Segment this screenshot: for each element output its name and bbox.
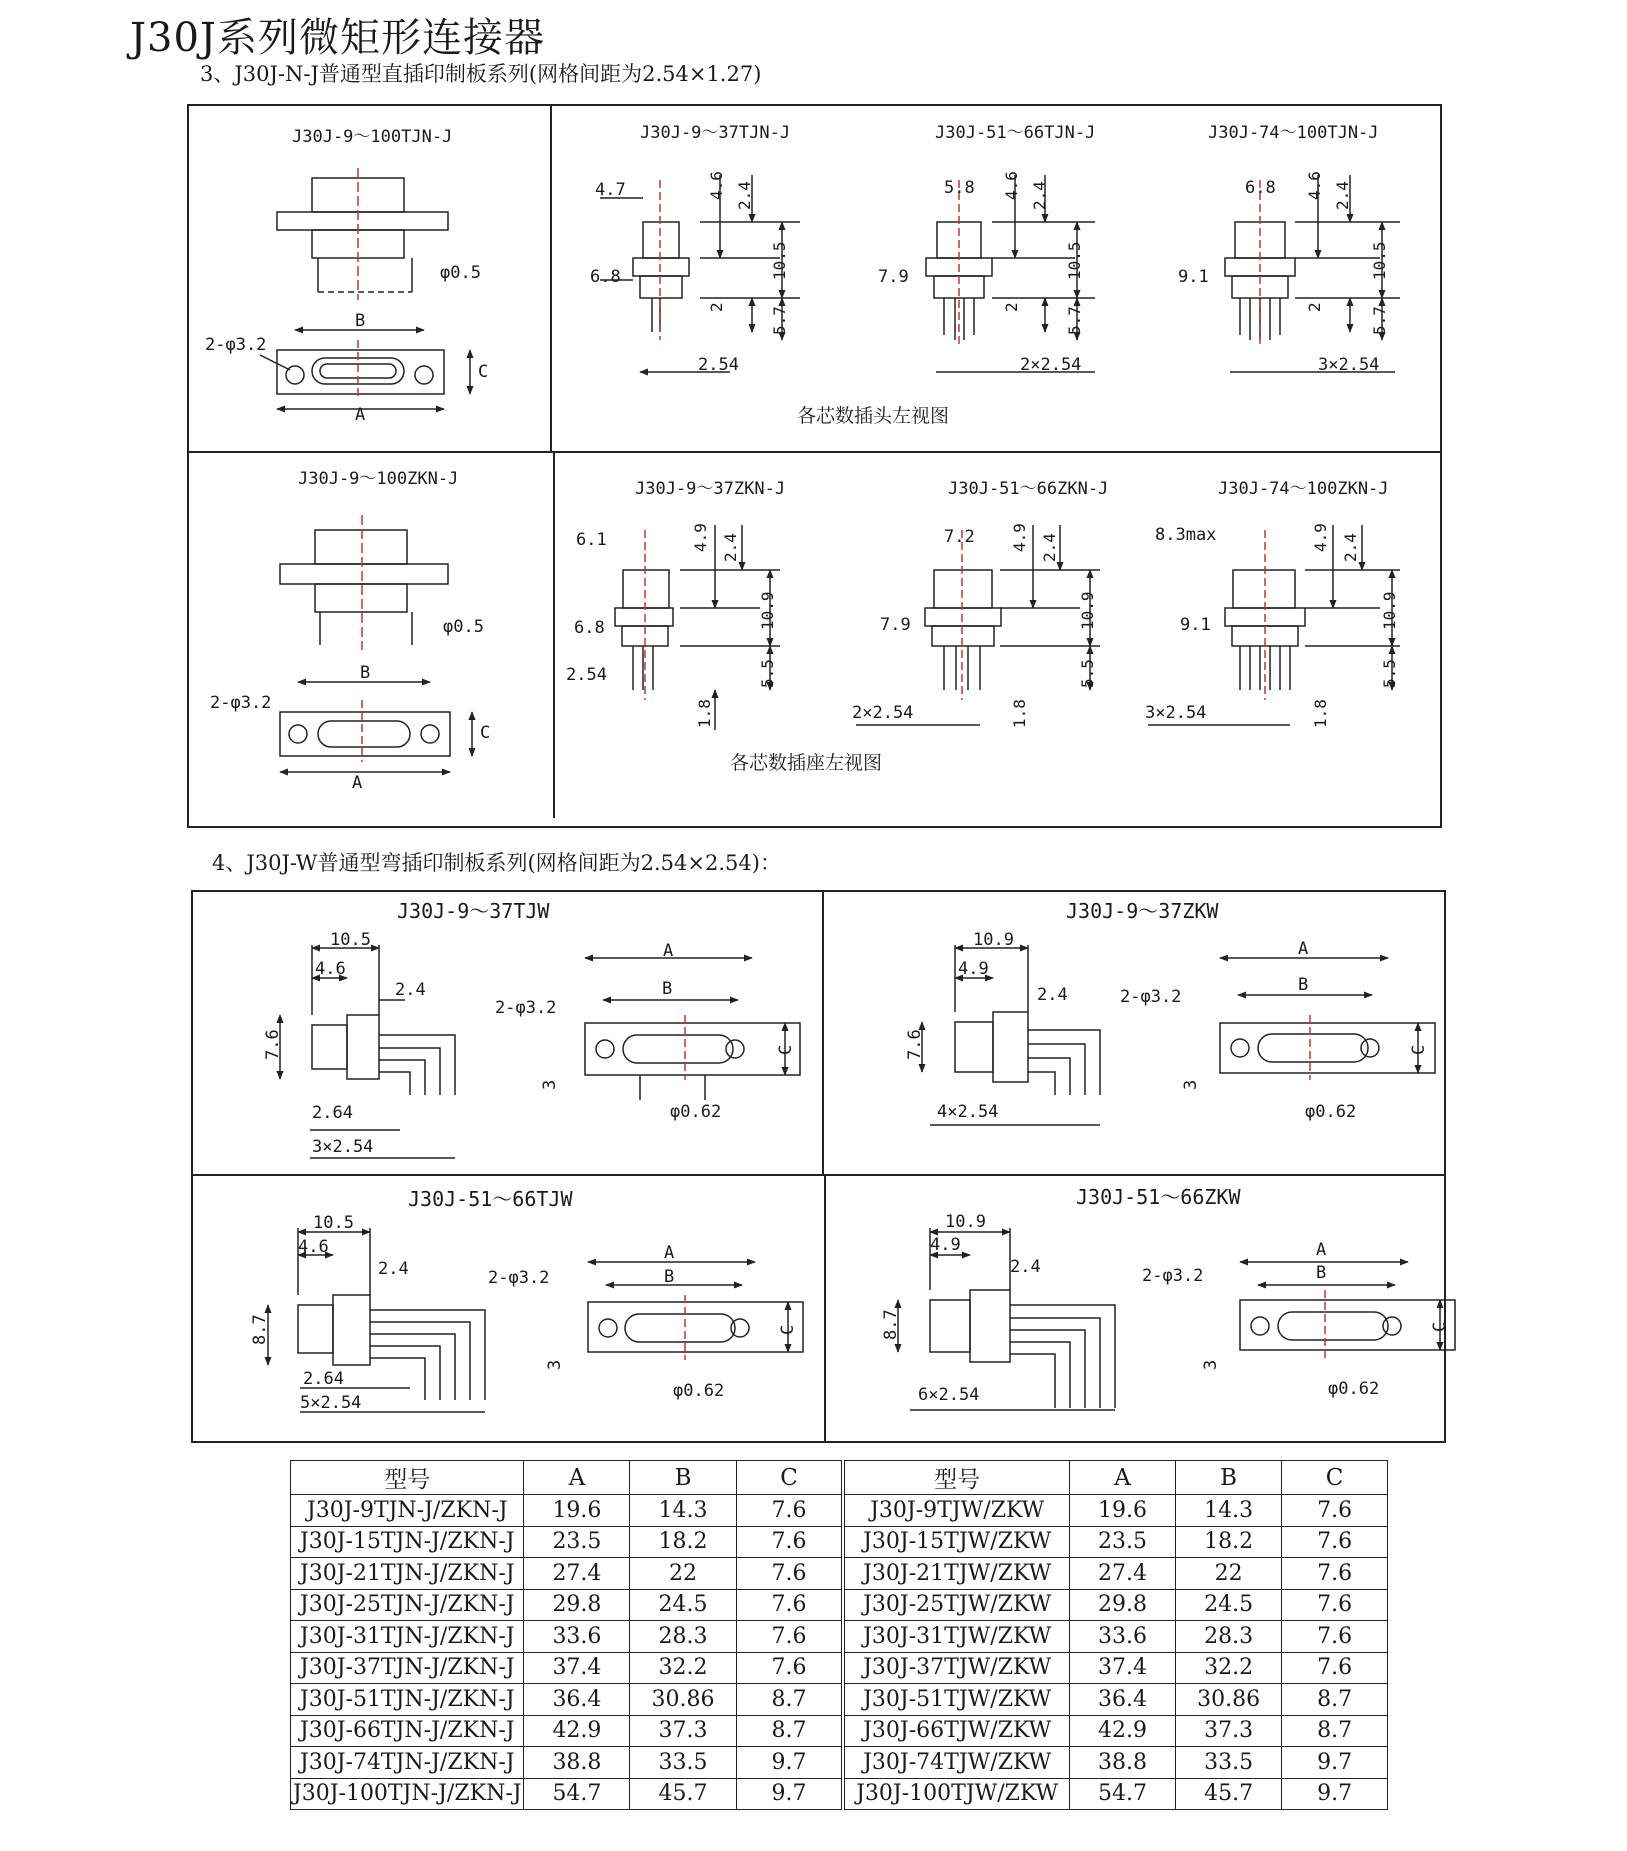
model-cell: J30J-9TJW/ZKW (843, 1495, 1069, 1527)
value-cell: 29.8 (1070, 1589, 1176, 1621)
p2-s: 3 (1181, 1079, 1201, 1090)
p1-dc: 2.4 (395, 980, 426, 1000)
value-cell: 8.7 (736, 1715, 843, 1747)
value-cell: 7.6 (1282, 1621, 1388, 1653)
zkn-side-1-wmid: 6.8 (574, 618, 605, 638)
tjn-s2-d2: 2.4 (1030, 181, 1049, 210)
p4-pitch: 6×2.54 (918, 1385, 980, 1405)
zkn-side-1-title: J30J-9～37ZKN-J (635, 479, 786, 499)
table-row (291, 1589, 1388, 1621)
zkn-side-3-wmid: 9.1 (1180, 615, 1211, 635)
p3-A: A (664, 1243, 675, 1263)
tjn-s1-d5: 5.7 (770, 306, 789, 335)
value-cell: 28.3 (630, 1621, 736, 1653)
value-cell: 36.4 (1070, 1684, 1176, 1716)
value-cell: 18.2 (630, 1526, 736, 1558)
value-cell: 37.4 (524, 1652, 630, 1684)
zkn-s1-d5: 5.5 (758, 659, 777, 688)
p1-A: A (663, 941, 674, 961)
col-C-2: C (1282, 1461, 1388, 1495)
zkn-C-label: C (480, 723, 491, 743)
value-cell: 7.6 (736, 1558, 843, 1590)
p2-hole: 2-φ3.2 (1120, 987, 1182, 1007)
p3-pin: φ0.62 (673, 1381, 725, 1401)
p3-s: 3 (545, 1359, 565, 1370)
tjn-side-1-wmid: 6.8 (590, 267, 621, 287)
tjn-s3-d5: 5.7 (1370, 306, 1389, 335)
p4-s: 3 (1201, 1359, 1221, 1370)
tjn-side-2-pitch: 2×2.54 (1020, 355, 1082, 375)
tjn-side-1-wtop: 4.7 (595, 180, 626, 200)
zkn-s3-d3: 10.9 (1380, 591, 1399, 630)
dimension-table (290, 1460, 1388, 1810)
value-cell: 24.5 (1175, 1589, 1281, 1621)
value-cell: 23.5 (524, 1526, 630, 1558)
p4-h: 8.7 (881, 1309, 901, 1340)
zkn-side-2-wmid: 7.9 (880, 615, 911, 635)
zkn-s2-d2: 2.4 (1040, 533, 1059, 562)
table-row (291, 1558, 1388, 1590)
value-cell: 33.5 (630, 1747, 736, 1779)
p1-pitch: 3×2.54 (312, 1137, 374, 1157)
s4-panel1-title: J30J-9～37TJW (397, 899, 550, 923)
tjn-s3-d2: 2.4 (1333, 181, 1352, 210)
section4-heading: 4、J30J-W普通型弯插印制板系列(网格间距为2.54×2.54)： (212, 851, 781, 875)
value-cell: 7.6 (736, 1589, 843, 1621)
value-cell: 27.4 (1070, 1558, 1176, 1590)
model-cell: J30J-25TJN-J/ZKN-J (291, 1589, 524, 1621)
p1-B: B (662, 979, 673, 999)
value-cell: 37.3 (1175, 1715, 1281, 1747)
value-cell: 7.6 (736, 1495, 843, 1527)
value-cell: 8.7 (1282, 1715, 1388, 1747)
p4-hole: 2-φ3.2 (1142, 1266, 1204, 1286)
table-row (291, 1652, 1388, 1684)
model-cell: J30J-74TJN-J/ZKN-J (291, 1747, 524, 1779)
tjn-side-drawings (600, 175, 1400, 372)
table-row (291, 1778, 1388, 1810)
zkn-s3-d2: 2.4 (1341, 533, 1360, 562)
p3-pitch: 5×2.54 (300, 1393, 362, 1413)
value-cell: 22 (630, 1558, 736, 1590)
tjn-side-2-wtop: 5.8 (944, 178, 975, 198)
model-cell: J30J-51TJW/ZKW (843, 1684, 1069, 1716)
p1-pin: φ0.62 (670, 1102, 722, 1122)
p1-de: 2.64 (312, 1103, 353, 1123)
model-cell: J30J-9TJN-J/ZKN-J (291, 1495, 524, 1527)
p3-hole: 2-φ3.2 (488, 1268, 550, 1288)
zkn-B-label: B (360, 663, 371, 683)
p4-da: 10.9 (945, 1212, 986, 1232)
table-row (291, 1526, 1388, 1558)
col-B-2: B (1175, 1461, 1281, 1495)
p1-hole: 2-φ3.2 (495, 998, 557, 1018)
p3-B: B (664, 1267, 675, 1287)
tjn-side-1-title: J30J-9～37TJN-J (640, 123, 791, 143)
value-cell: 8.7 (736, 1684, 843, 1716)
value-cell: 7.6 (1282, 1558, 1388, 1590)
value-cell: 37.3 (630, 1715, 736, 1747)
tjn-s2-d4: 2 (1002, 302, 1021, 312)
p3-C: C (778, 1324, 798, 1335)
tjn-side-2-title: J30J-51～66TJN-J (935, 123, 1096, 143)
p4-B: B (1316, 1263, 1327, 1283)
zkn-phi-label: φ0.5 (443, 617, 484, 637)
col-B: B (630, 1461, 736, 1495)
value-cell: 18.2 (1175, 1526, 1281, 1558)
zkn-main-drawing (280, 515, 472, 772)
p1-s: 3 (540, 1079, 560, 1090)
value-cell: 7.6 (1282, 1589, 1388, 1621)
value-cell: 29.8 (524, 1589, 630, 1621)
zkn-s1-d6: 1.8 (695, 699, 714, 728)
tjn-main-title: J30J-9～100TJN-J (292, 127, 453, 147)
tjn-side-3-wmid: 9.1 (1178, 267, 1209, 287)
p2-dc: 2.4 (1037, 985, 1068, 1005)
s4-panel2-title: J30J-9～37ZKW (1066, 899, 1219, 923)
model-cell: J30J-37TJW/ZKW (843, 1652, 1069, 1684)
zkn-s3-d1: 4.9 (1311, 523, 1330, 552)
table-row (291, 1495, 1388, 1527)
p1-C: C (776, 1044, 796, 1055)
tjn-side-3-wtop: 6.8 (1245, 178, 1276, 198)
tjn-hole-label: 2-φ3.2 (205, 335, 267, 355)
p2-db: 4.9 (958, 959, 989, 979)
model-cell: J30J-31TJN-J/ZKN-J (291, 1621, 524, 1653)
tjn-s2-d1: 4.6 (1002, 171, 1021, 200)
model-cell: J30J-74TJW/ZKW (843, 1747, 1069, 1779)
zkn-side-3-title: J30J-74～100ZKN-J (1218, 479, 1389, 499)
value-cell: 7.6 (736, 1621, 843, 1653)
value-cell: 22 (1175, 1558, 1281, 1590)
value-cell: 7.6 (1282, 1652, 1388, 1684)
model-cell: J30J-25TJW/ZKW (843, 1589, 1069, 1621)
page-title: J30J系列微矩形连接器 (130, 15, 545, 61)
p2-da: 10.9 (973, 930, 1014, 950)
value-cell: 36.4 (524, 1684, 630, 1716)
p4-dc: 2.4 (1010, 1257, 1041, 1277)
value-cell: 24.5 (630, 1589, 736, 1621)
tjn-s1-d1: 4.6 (707, 171, 726, 200)
value-cell: 27.4 (524, 1558, 630, 1590)
tjn-side-3-title: J30J-74～100TJN-J (1208, 123, 1379, 143)
table-header-row (291, 1461, 1388, 1495)
col-A: A (524, 1461, 630, 1495)
p4-A: A (1316, 1240, 1327, 1260)
value-cell: 45.7 (1175, 1778, 1281, 1810)
zkn-s1-d2: 2.4 (721, 533, 740, 562)
value-cell: 9.7 (736, 1747, 843, 1779)
p1-db: 4.6 (315, 959, 346, 979)
value-cell: 45.7 (630, 1778, 736, 1810)
tjn-s2-d5: 5.7 (1065, 306, 1084, 335)
tjn-side-2-wmid: 7.9 (878, 267, 909, 287)
value-cell: 14.3 (1175, 1495, 1281, 1527)
tjn-s2-d3: 10.5 (1065, 241, 1084, 280)
value-cell: 42.9 (524, 1715, 630, 1747)
p2-pitch: 4×2.54 (937, 1102, 999, 1122)
value-cell: 7.6 (1282, 1526, 1388, 1558)
p4-db: 4.9 (930, 1235, 961, 1255)
zkn-s3-d6: 1.8 (1311, 699, 1330, 728)
value-cell: 30.86 (630, 1684, 736, 1716)
p2-h: 7.6 (905, 1029, 925, 1060)
p1-da: 10.5 (330, 930, 371, 950)
p2-B: B (1298, 975, 1309, 995)
value-cell: 33.6 (524, 1621, 630, 1653)
tjn-s3-d1: 4.6 (1305, 171, 1324, 200)
p3-db: 4.6 (298, 1237, 329, 1257)
p4-C: C (1430, 1321, 1450, 1332)
model-cell: J30J-100TJN-J/ZKN-J (291, 1778, 524, 1810)
value-cell: 14.3 (630, 1495, 736, 1527)
table-row (291, 1747, 1388, 1779)
p4-pin: φ0.62 (1328, 1379, 1380, 1399)
col-A-2: A (1070, 1461, 1176, 1495)
value-cell: 54.7 (524, 1778, 630, 1810)
tjn-s3-d4: 2 (1305, 302, 1324, 312)
table-row (291, 1715, 1388, 1747)
value-cell: 54.7 (1070, 1778, 1176, 1810)
value-cell: 42.9 (1070, 1715, 1176, 1747)
p2-C: C (1409, 1044, 1429, 1055)
table-row (291, 1684, 1388, 1716)
p2-A: A (1298, 939, 1309, 959)
tjn-B-label: B (355, 311, 366, 331)
model-cell: J30J-66TJN-J/ZKN-J (291, 1715, 524, 1747)
zkn-s3-d5: 5.5 (1380, 659, 1399, 688)
model-cell: J30J-21TJN-J/ZKN-J (291, 1558, 524, 1590)
zkn-s1-d3: 10.9 (758, 591, 777, 630)
zkn-side-1-wtop: 6.1 (576, 530, 607, 550)
model-cell: J30J-15TJN-J/ZKN-J (291, 1526, 524, 1558)
zkn-side-2-pitch: 2×2.54 (852, 703, 914, 723)
model-cell: J30J-51TJN-J/ZKN-J (291, 1684, 524, 1716)
zkn-side-2-title: J30J-51～66ZKN-J (948, 479, 1109, 499)
tjn-s1-d2: 2.4 (735, 181, 754, 210)
tjw-9-37-drawing (280, 945, 800, 1158)
model-cell: J30J-37TJN-J/ZKN-J (291, 1652, 524, 1684)
tjn-C-label: C (478, 362, 489, 382)
tjn-s1-d3: 10.5 (770, 241, 789, 280)
value-cell: 19.6 (524, 1495, 630, 1527)
section3-heading: 3、J30J-N-J普通型直插印制板系列(网格间距为2.54×1.27) (200, 62, 762, 86)
tjn-s1-d4: 2 (707, 302, 726, 312)
p3-dc: 2.4 (378, 1259, 409, 1279)
zkn-side-1-pitch: 2.54 (566, 665, 607, 685)
value-cell: 38.8 (1070, 1747, 1176, 1779)
zkn-s2-d3: 10.9 (1078, 591, 1097, 630)
value-cell: 19.6 (1070, 1495, 1176, 1527)
value-cell: 7.6 (1282, 1495, 1388, 1527)
tjn-A-label: A (355, 405, 366, 425)
zkn-side-3-pitch: 3×2.54 (1145, 703, 1207, 723)
value-cell: 32.2 (630, 1652, 736, 1684)
col-model-2: 型号 (843, 1461, 1069, 1495)
value-cell: 9.7 (1282, 1747, 1388, 1779)
model-cell: J30J-21TJW/ZKW (843, 1558, 1069, 1590)
value-cell: 32.2 (1175, 1652, 1281, 1684)
model-cell: J30J-31TJW/ZKW (843, 1621, 1069, 1653)
value-cell: 7.6 (736, 1526, 843, 1558)
tjn-s3-d3: 10.5 (1370, 241, 1389, 280)
value-cell: 7.6 (736, 1652, 843, 1684)
zkw-9-37-drawing (922, 945, 1435, 1125)
value-cell: 33.5 (1175, 1747, 1281, 1779)
value-cell: 37.4 (1070, 1652, 1176, 1684)
col-model: 型号 (291, 1461, 524, 1495)
value-cell: 30.86 (1175, 1684, 1281, 1716)
value-cell: 9.7 (1282, 1778, 1388, 1810)
model-cell: J30J-66TJW/ZKW (843, 1715, 1069, 1747)
model-cell: J30J-15TJW/ZKW (843, 1526, 1069, 1558)
zkn-s2-d5: 5.5 (1078, 659, 1097, 688)
zkn-A-label: A (352, 773, 363, 793)
value-cell: 28.3 (1175, 1621, 1281, 1653)
tjn-side-1-pitch: 2.54 (698, 355, 739, 375)
p3-h: 8.7 (250, 1314, 270, 1345)
value-cell: 23.5 (1070, 1526, 1176, 1558)
s4-panel4-title: J30J-51～66ZKW (1076, 1185, 1241, 1209)
zkn-hole-label: 2-φ3.2 (210, 693, 272, 713)
tjn-phi-label: φ0.5 (440, 263, 481, 283)
tjn-caption: 各芯数插头左视图 (797, 405, 950, 427)
zkn-s1-d1: 4.9 (691, 523, 710, 552)
zkn-side-2-wtop: 7.2 (944, 527, 975, 547)
tjn-side-3-pitch: 3×2.54 (1318, 355, 1380, 375)
value-cell: 33.6 (1070, 1621, 1176, 1653)
table-row (291, 1621, 1388, 1653)
model-cell: J30J-100TJW/ZKW (843, 1778, 1069, 1810)
tjn-main-drawing (260, 168, 470, 409)
zkn-s2-d6: 1.8 (1010, 699, 1029, 728)
value-cell: 9.7 (736, 1778, 843, 1810)
zkn-s2-d1: 4.9 (1010, 523, 1029, 552)
p3-da: 10.5 (313, 1213, 354, 1233)
p2-pin: φ0.62 (1305, 1102, 1357, 1122)
p3-de: 2.64 (303, 1369, 344, 1389)
value-cell: 8.7 (1282, 1684, 1388, 1716)
zkn-caption: 各芯数插座左视图 (730, 752, 883, 774)
col-C: C (736, 1461, 843, 1495)
value-cell: 38.8 (524, 1747, 630, 1779)
zkn-side-3-wtop: 8.3max (1155, 525, 1217, 545)
p1-h: 7.6 (263, 1029, 283, 1060)
s4-panel3-title: J30J-51～66TJW (408, 1187, 573, 1211)
zkn-main-title: J30J-9～100ZKN-J (298, 469, 459, 489)
